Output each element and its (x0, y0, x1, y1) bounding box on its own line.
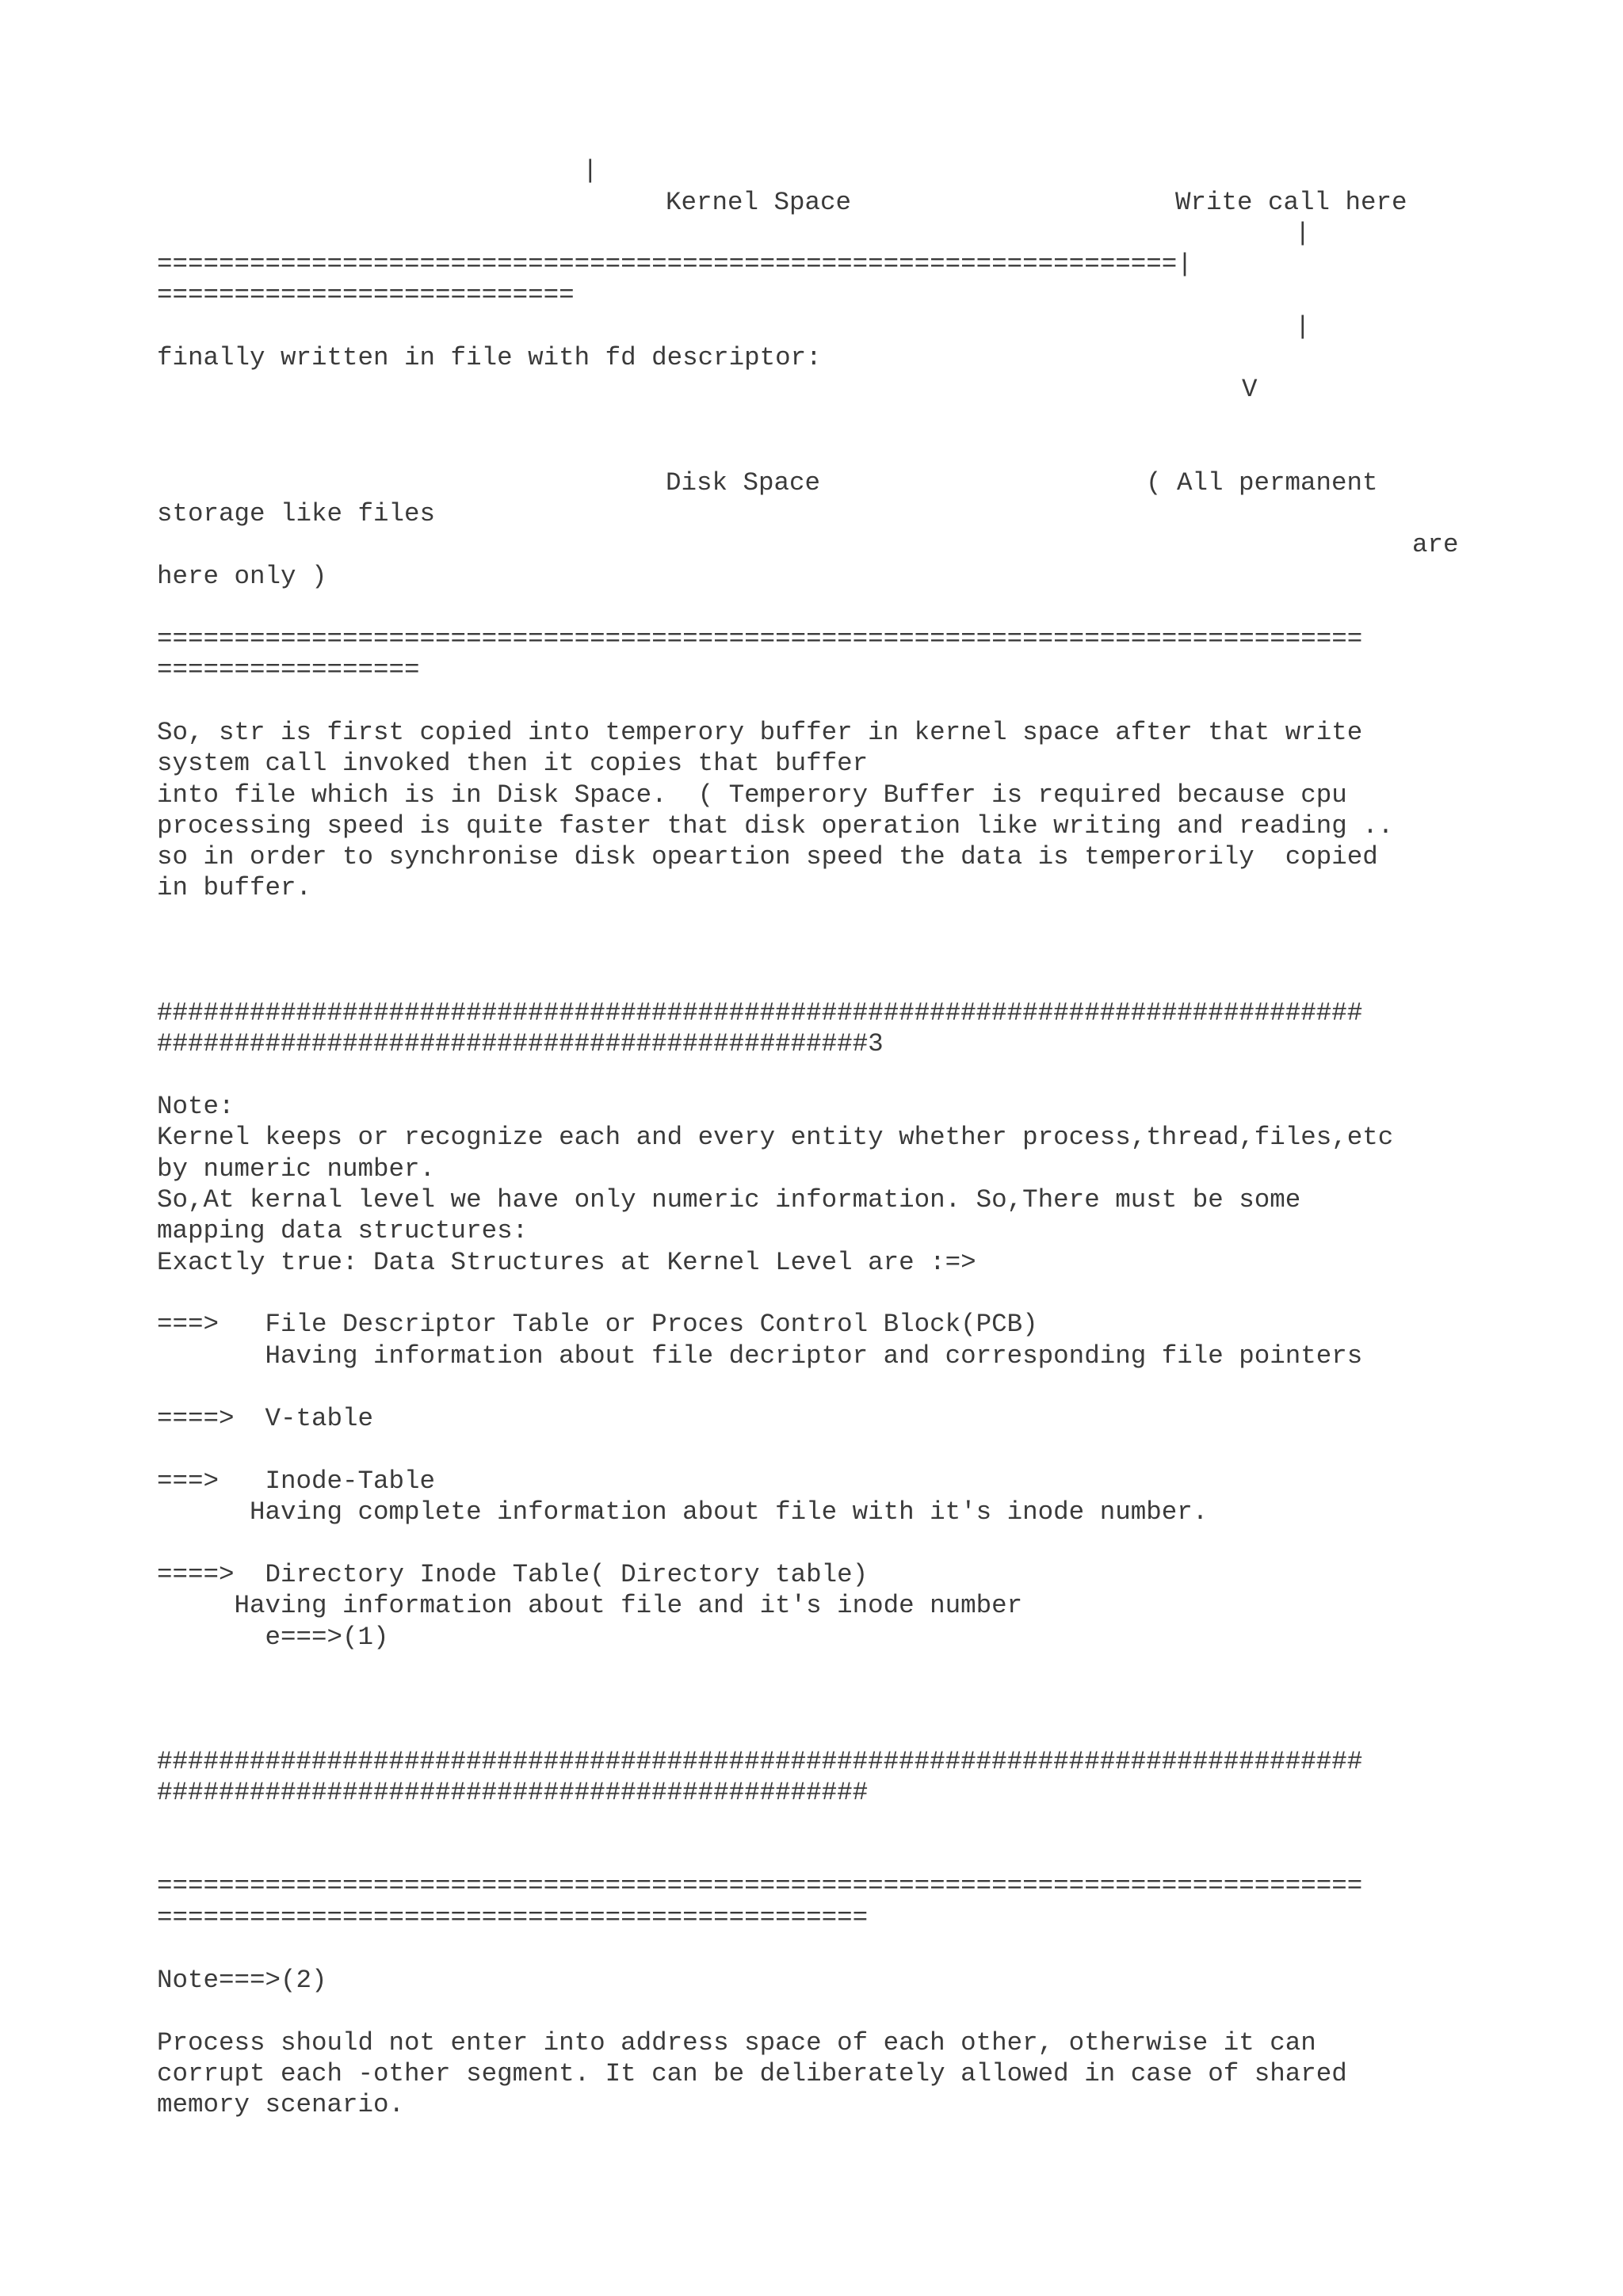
note-line: storage like files (157, 499, 436, 528)
paragraph-line: Kernel keeps or recognize each and every entity whether process,thread,files,etc (157, 1123, 1394, 1152)
note-heading: Note: (157, 1092, 235, 1121)
list-item: ====> Directory Inode Table( Directory table) (157, 1560, 869, 1589)
paragraph-line: into file which is in Disk Space. ( Temperory Buffer is required because cpu (157, 780, 1347, 810)
list-item: ===> File Descriptor Table or Proces Control Block(PCB) (157, 1310, 1038, 1339)
hash-separator: ############################################################################## (157, 1747, 1363, 1776)
hash-separator: ############################################################################## (157, 998, 1363, 1028)
separator-line: ============================================================================== (157, 624, 1363, 654)
list-item-detail: e===>(1) (157, 1623, 389, 1652)
separator-line: ================= (157, 655, 420, 685)
list-item-detail: Having information about file decriptor and corresponding file pointers (157, 1341, 1363, 1371)
diagram-pipe: | (1295, 219, 1311, 248)
list-item: ===> Inode-Table (157, 1466, 436, 1496)
paragraph-line: finally written in file with fd descriptor: (157, 343, 822, 372)
separator-line: ============================================================================== (157, 1871, 1363, 1901)
list-item: ====> V-table (157, 1404, 374, 1433)
separator-line: ==================================================================| (157, 250, 1193, 279)
paragraph-line: memory scenario. (157, 2090, 405, 2119)
disk-space-label: Disk Space (666, 468, 821, 498)
separator-line: =========================== (157, 280, 575, 310)
paragraph-line: in buffer. (157, 873, 312, 902)
separator-line: ============================================== (157, 1903, 869, 1932)
note-line: ( All permanent (1146, 468, 1378, 498)
paragraph-line: mapping data structures: (157, 1216, 529, 1245)
paragraph-line: by numeric number. (157, 1154, 436, 1184)
hash-separator: ##############################################3 (157, 1029, 884, 1058)
paragraph-line: processing speed is quite faster that disk operation like writing and reading .. (157, 811, 1394, 841)
list-item-detail: Having information about file and it's inode number (157, 1591, 1023, 1620)
diagram-arrow: V (1242, 375, 1258, 404)
paragraph-line: system call invoked then it copies that buffer (157, 749, 869, 778)
hash-separator: ############################################## (157, 1778, 869, 1807)
diagram-pipe: | (582, 156, 598, 185)
paragraph-line: Process should not enter into address space of each other, otherwise it can (157, 2028, 1316, 2058)
write-call-label: Write call here (1175, 188, 1407, 217)
diagram-pipe: | (1295, 312, 1311, 341)
paragraph-line: so in order to synchronise disk opeartion speed the data is temperorily copied (157, 842, 1378, 871)
paragraph-line: So, str is first copied into temperory buffer in kernel space after that write (157, 718, 1363, 747)
kernel-space-label: Kernel Space (666, 188, 852, 217)
list-item-detail: Having complete information about file with it's inode number. (157, 1497, 1209, 1527)
paragraph-line: So,At kernal level we have only numeric information. So,There must be some (157, 1185, 1301, 1215)
note-line: here only ) (157, 562, 327, 591)
note-heading: Note===>(2) (157, 1966, 327, 1995)
paragraph-line: Exactly true: Data Structures at Kernel Level are :=> (157, 1248, 976, 1277)
paragraph-line: corrupt each -other segment. It can be deliberately allowed in case of shared (157, 2059, 1347, 2088)
note-line: are (1412, 530, 1459, 559)
